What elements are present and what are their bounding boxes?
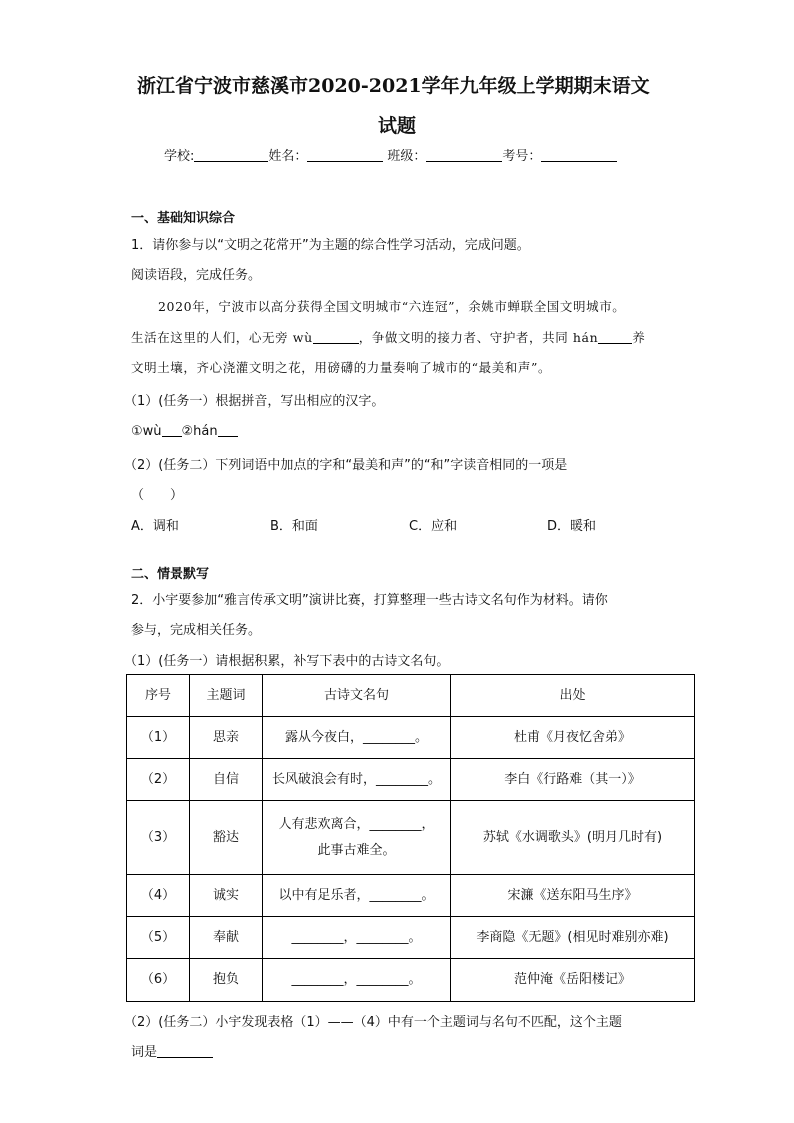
task2-paren: （ ） [131,488,184,503]
answer-blank-wu[interactable] [162,422,182,437]
header-no: 序号 [127,675,190,717]
class-label: 班级： [387,149,427,164]
question1-prompt: 1．请你参与以“文明之花常开”为主题的综合性学习活动，完成问题。 [131,238,530,253]
table-row: （2） 自信 长风破浪会有时，________。 李白《行路难（其一）》 [127,759,695,801]
task2-line1: （2）(任务二）小宇发现表格（1）——（4）中有一个主题词与名句不匹配，这个主题 [124,1015,622,1030]
table-row: （1） 思亲 露从今夜白，________。 杜甫《月夜忆舍弟》 [127,717,695,759]
passage-line3: 文明土壤，齐心浇灌文明之花，用磅礴的力量奏响了城市的“最美和声”。 [131,360,552,375]
verse-cell[interactable]: 露从今夜白，________。 [263,717,451,759]
poem-table [126,674,695,1002]
task2-prompt: （2）(任务二）下列词语中加点的字和“最美和声”的“和”字读音相同的一项是 [124,458,568,473]
section2-heading: 二、情景默写 [131,567,210,582]
student-info-line [164,145,617,164]
question2-line1: 2．小宇要参加“雅言传承文明”演讲比赛，打算整理一些古诗文名句作为材料。请你 [131,593,608,608]
exam-no-label: 考号： [502,149,542,164]
exam-no-field[interactable] [541,147,617,162]
han-blank[interactable] [598,329,632,344]
page-title-line1: 浙江省宁波市慈溪市2020-2021学年九年级上学期期末语文 [137,75,650,97]
wu-blank[interactable] [313,329,359,344]
task2-line2: 词是 [131,1041,213,1060]
name-field[interactable] [307,147,383,162]
verse-cell[interactable]: ________，________。 [263,917,451,959]
school-label: 学校: [164,149,195,164]
option-a[interactable]: A．调和 [131,519,179,534]
option-d[interactable]: D．暖和 [547,519,597,534]
theme-word-blank[interactable] [157,1043,213,1058]
verse-cell[interactable]: 以中有足乐者，________。 [263,875,451,917]
page-title-line2: 试题 [378,115,417,137]
verse-cell[interactable]: 人有悲欢离合，________， 此事古难全。 [263,801,451,875]
section1-heading: 一、基础知识综合 [131,211,236,226]
verse-cell[interactable]: ________，________。 [263,959,451,1002]
header-source: 出处 [451,675,695,717]
table-task-prompt: （1）(任务一）请根据积累，补写下表中的古诗文名句。 [124,654,450,669]
question2-line2: 参与，完成相关任务。 [131,623,262,638]
task1-prompt: （1）(任务一）根据拼音，写出相应的汉字。 [124,394,385,409]
table-row: （4） 诚实 以中有足乐者，________。 宋濂《送东阳马生序》 [127,875,695,917]
name-label: 姓名： [268,149,308,164]
table-row: （3） 豁达 人有悲欢离合，________， 此事古难全。 苏轼《水调歌头》(明月几时有) [127,801,695,875]
task1-answer-line: ①wù ②hán [131,422,238,439]
read-instruction: 阅读语段，完成任务。 [131,268,262,283]
verse-cell[interactable]: 长风破浪会有时，________。 [263,759,451,801]
option-b[interactable]: B．和面 [270,519,318,534]
passage-line2: 生活在这里的人们，心无旁 wù ，争做文明的接力者、守护者，共同 hán 养 [131,330,646,345]
school-field[interactable] [194,147,268,162]
header-theme: 主题词 [190,675,263,717]
answer-blank-han[interactable] [218,422,238,437]
passage-line1: 2020年，宁波市以高分获得全国文明城市“六连冠”，余姚市蝉联全国文明城市。 [158,299,626,314]
header-verse: 古诗文名句 [263,675,451,717]
option-c[interactable]: C．应和 [409,519,458,534]
table-row: （5） 奉献 ________，________。 李商隐《无题》(相见时难别亦难) [127,917,695,959]
class-field[interactable] [426,147,502,162]
table-header-row [127,675,695,717]
table-row: （6） 抱负 ________，________。 范仲淹《岳阳楼记》 [127,959,695,1002]
